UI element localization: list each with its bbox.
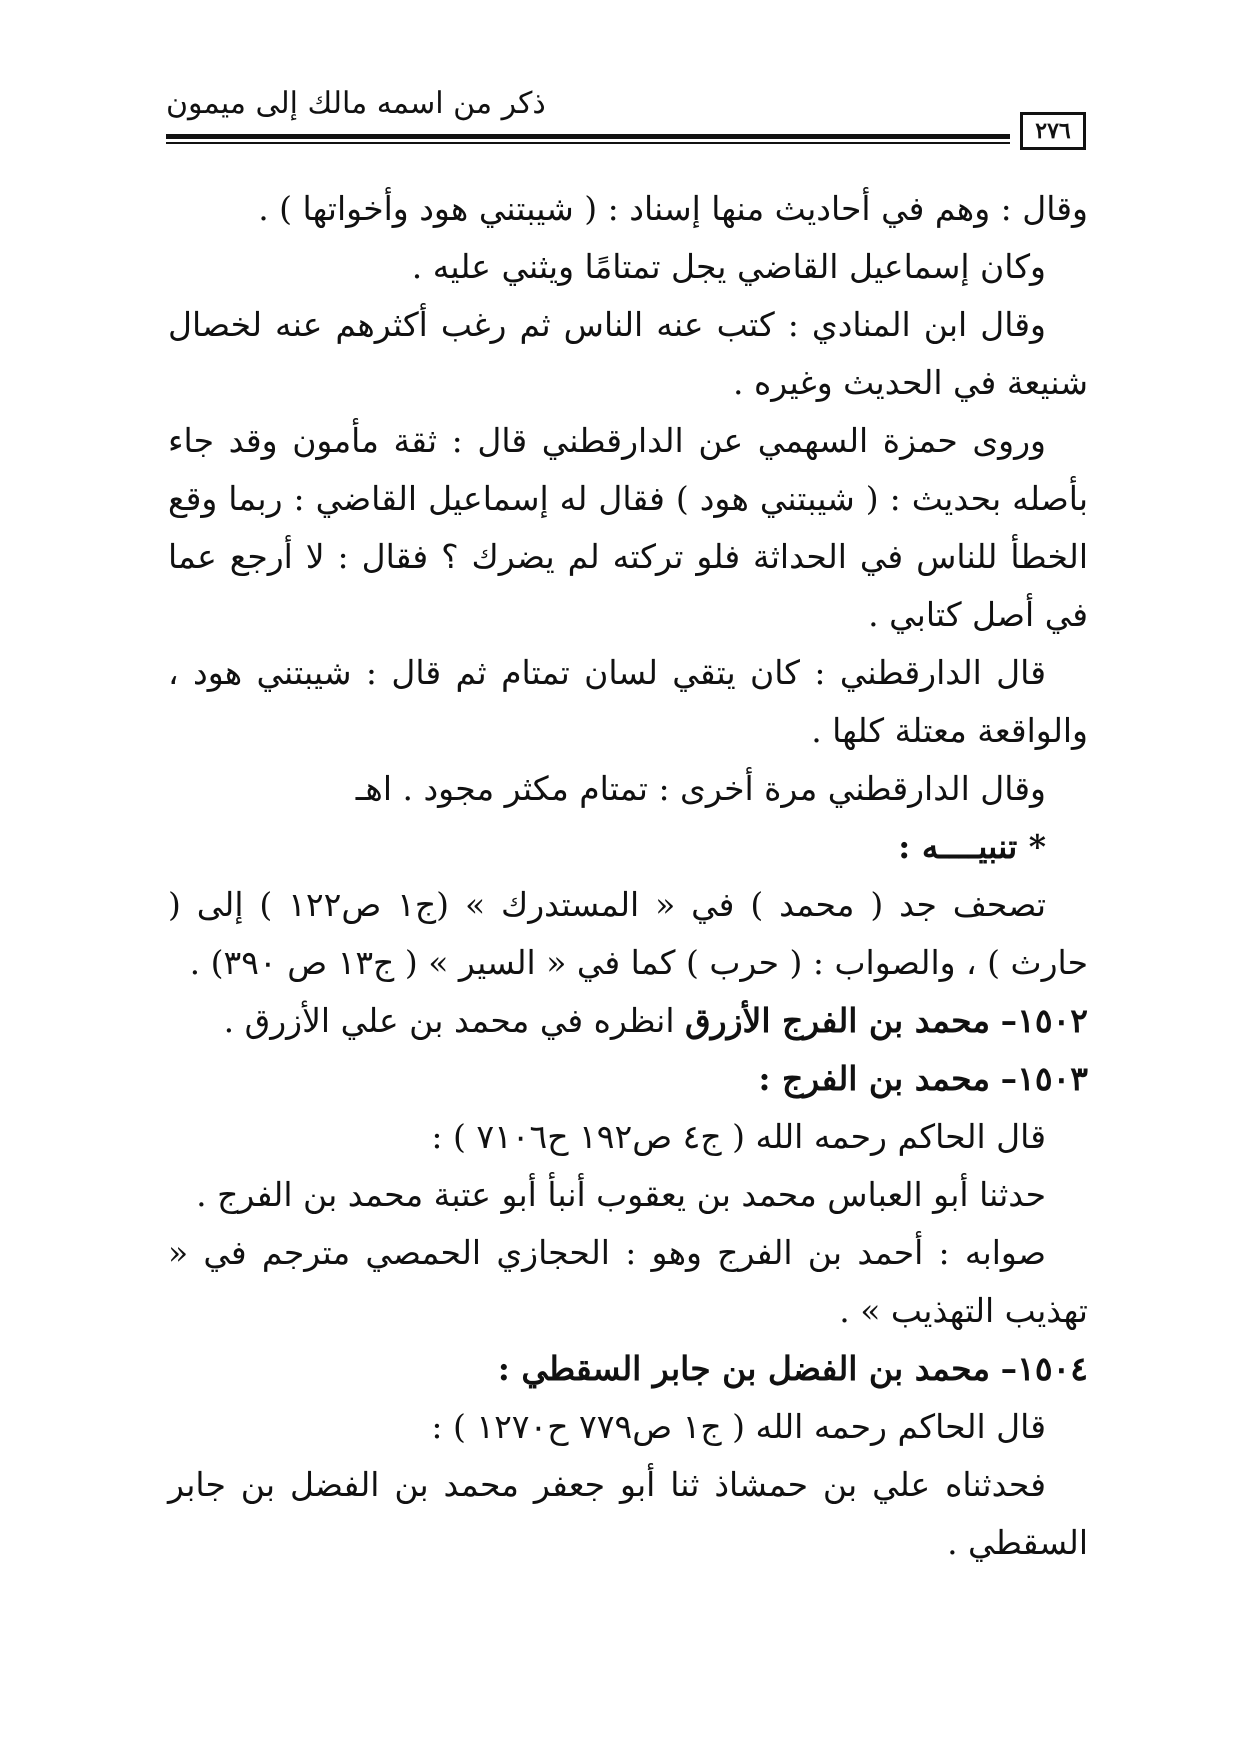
header-title: ذكر من اسمه مالك إلى ميمون: [166, 86, 546, 121]
entry-number: ١٥٠٣–: [1000, 1059, 1088, 1098]
paragraph-6: وقال الدارقطني مرة أخرى : تمتام مكثر مجود . اهـ: [355, 769, 1046, 808]
page-body: [168, 180, 1088, 1572]
page-number: ٢٧٦: [1020, 112, 1086, 150]
notice-heading: * تنبيــــه :: [898, 827, 1046, 866]
header-rule-thin: [166, 142, 1010, 144]
entry-1502: [168, 992, 1088, 1050]
entry-text: انظره في محمد بن علي الأزرق .: [223, 1001, 675, 1040]
entry-1504: [168, 1340, 1088, 1398]
entry-name: محمد بن الفرج :: [758, 1059, 991, 1098]
entry-line: حدثنا أبو العباس محمد بن يعقوب أنبأ أبو عتبة محمد بن الفرج .: [196, 1175, 1046, 1214]
entry-number: ١٥٠٤–: [1000, 1349, 1088, 1388]
entry-line: قال الحاكم رحمه الله ( ج٤ ص١٩٢ ح٧١٠٦ ) :: [431, 1117, 1046, 1156]
entry-name: محمد بن الفضل بن جابر السقطي :: [497, 1349, 991, 1388]
paragraph-5: قال الدارقطني : كان يتقي لسان تمتام ثم قال : شيبتني هود ، والواقعة معتلة كلها .: [168, 653, 1088, 750]
running-header: [166, 78, 1086, 158]
entry-name: محمد بن الفرج الأزرق: [685, 1001, 991, 1040]
entry-line: صوابه : أحمد بن الفرج وهو : الحجازي الحمصي مترجم في « تهذيب التهذيب » .: [168, 1233, 1088, 1330]
paragraph-4: وروى حمزة السهمي عن الدارقطني قال : ثقة مأمون وقد جاء بأصله بحديث : ( شيبتني هود ) فقال له إسماعيل القاضي : ربما وقع الخطأ للناس في الحداثة فلو تركته لم يضرك ؟ فقال : لا أرجع عما في أصل كتابي .: [168, 421, 1088, 634]
entry-number: ١٥٠٢–: [1000, 1001, 1088, 1040]
paragraph-1: وقال : وهم في أحاديث منها إسناد : ( شيبتني هود وأخواتها ) .: [258, 189, 1088, 228]
header-rule-thick: [166, 134, 1010, 139]
entry-1503: [168, 1050, 1088, 1108]
entry-line: فحدثناه علي بن حمشاذ ثنا أبو جعفر محمد بن الفضل بن جابر السقطي .: [168, 1465, 1088, 1562]
paragraph-2: وكان إسماعيل القاضي يجل تمتامًا ويثني عليه .: [411, 247, 1046, 286]
paragraph-3: وقال ابن المنادي : كتب عنه الناس ثم رغب أكثرهم عنه لخصال شنيعة في الحديث وغيره .: [168, 305, 1088, 402]
notice-text: تصحف جد ( محمد ) في « المستدرك » (ج١ ص١٢٢ ) إلى ( حارث ) ، والصواب : ( حرب ) كما في « السير » ( ج١٣ ص ٣٩٠) .: [168, 885, 1088, 982]
entry-line: قال الحاكم رحمه الله ( ج١ ص٧٧٩ ح١٢٧٠ ) :: [431, 1407, 1046, 1446]
